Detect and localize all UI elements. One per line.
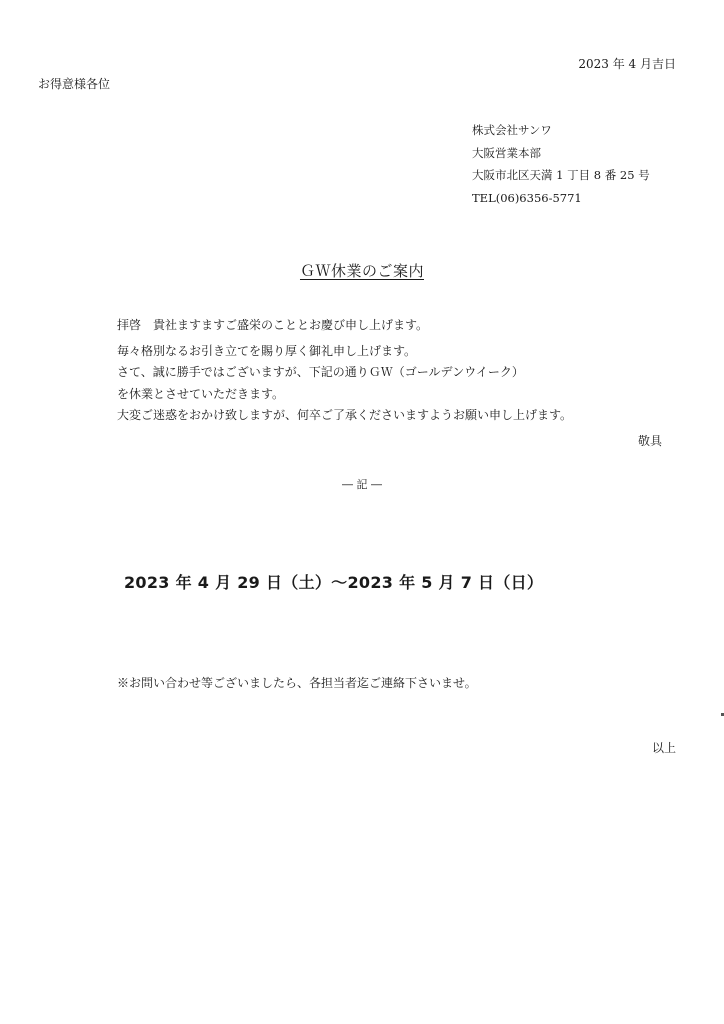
ki-marker: ― 記 ― bbox=[342, 478, 382, 491]
body-line-3: を休業とさせていただきます。 bbox=[117, 386, 285, 401]
sender-department: 大阪営業本部 bbox=[472, 145, 541, 160]
greeting-line: 拝啓 貴社ますますご盛栄のこととお慶び申し上げます。 bbox=[117, 318, 429, 332]
contact-note: ※お問い合わせ等ございましたら、各担当者迄ご連絡下さいませ。 bbox=[117, 676, 477, 690]
body-line-2: さて、誠に勝手ではございますが、下記の通りＧＷ（ゴールデンウイーク） bbox=[117, 365, 524, 379]
body-line-1: 毎々格別なるお引き立てを賜り厚く御礼申し上げます。 bbox=[117, 343, 417, 358]
document-title: ＧＷ休業のご案内 bbox=[299, 262, 424, 280]
body-line-4: 大変ご迷惑をおかけ致しますが、何卒ご了承くださいますようお願い申し上げます。 bbox=[117, 408, 573, 422]
holiday-period: 2023 年 4 月 29 日（土）～2023 年 5 月 7 日（日） bbox=[124, 573, 544, 592]
end-ijou: 以上 bbox=[651, 741, 676, 755]
sender-block bbox=[472, 119, 650, 209]
body-text bbox=[117, 315, 572, 427]
closing-keigu: 敬具 bbox=[637, 434, 662, 448]
addressee: お得意様各位 bbox=[38, 77, 111, 91]
document-title-wrapper bbox=[0, 260, 724, 281]
sender-company: 株式会社サンワ bbox=[472, 123, 552, 137]
sender-address: 大阪市北区天満 1 丁目 8 番 25 号 bbox=[472, 168, 650, 182]
sender-tel: TEL(06)6356-5771 bbox=[472, 190, 582, 205]
document-date: 2023 年 4 月吉日 bbox=[578, 57, 676, 71]
